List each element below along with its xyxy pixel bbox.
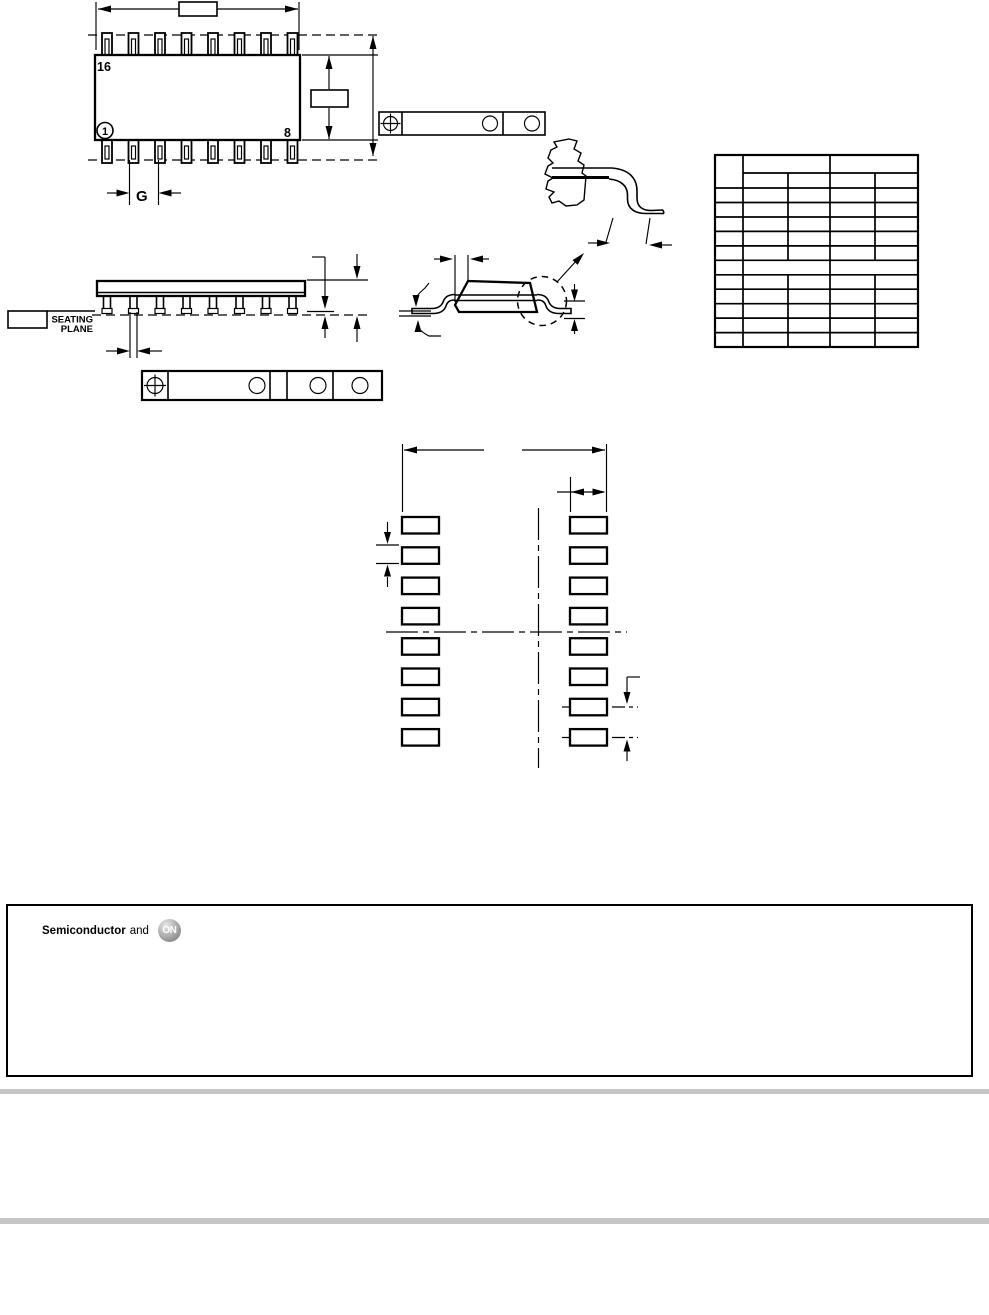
- top-view-upper-pins: [102, 33, 298, 55]
- body-section-outline: [545, 139, 586, 206]
- dim-label-box-width: [311, 90, 348, 107]
- seating-plane-datum-box: [8, 311, 47, 328]
- dim-g-label: G: [136, 188, 148, 205]
- footprint-pads-right: [570, 517, 607, 746]
- on-semiconductor-logo-icon: ON: [158, 919, 181, 942]
- brand-and-text: and: [129, 924, 149, 937]
- pin-16-label: 16: [97, 60, 111, 74]
- dimension-table: [715, 155, 918, 347]
- feature-control-frame-lower: [142, 371, 382, 400]
- seating-plane-label-line2: PLANE: [60, 324, 93, 335]
- package-body-top-view: [95, 55, 300, 140]
- pin-8-label: 8: [284, 126, 291, 140]
- side-view-leads: [102, 296, 298, 314]
- brand-semiconductor-text: Semiconductor: [42, 924, 126, 937]
- seating-plane-label-line1: SEATING: [51, 314, 93, 326]
- soldering-footprint-drawing: [376, 444, 640, 768]
- dim-label-box-length: [179, 2, 217, 16]
- divider-bar-upper: [0, 1089, 989, 1094]
- feature-control-frame-upper: [379, 112, 545, 135]
- pin-1-label: 1: [101, 126, 109, 138]
- footer-notice-box: [6, 904, 973, 1077]
- side-view-drawing: [8, 254, 368, 358]
- end-view-drawing: [399, 253, 585, 336]
- brand-line: [42, 919, 181, 942]
- top-view-drawing: [88, 2, 378, 205]
- lead-detail-drawing: [545, 139, 672, 249]
- footprint-pads-left: [402, 517, 439, 746]
- top-view-lower-pins: [102, 140, 298, 163]
- divider-bar-lower: [0, 1218, 989, 1224]
- package-body-end-view: [455, 281, 537, 312]
- package-body-side-view: [97, 281, 305, 296]
